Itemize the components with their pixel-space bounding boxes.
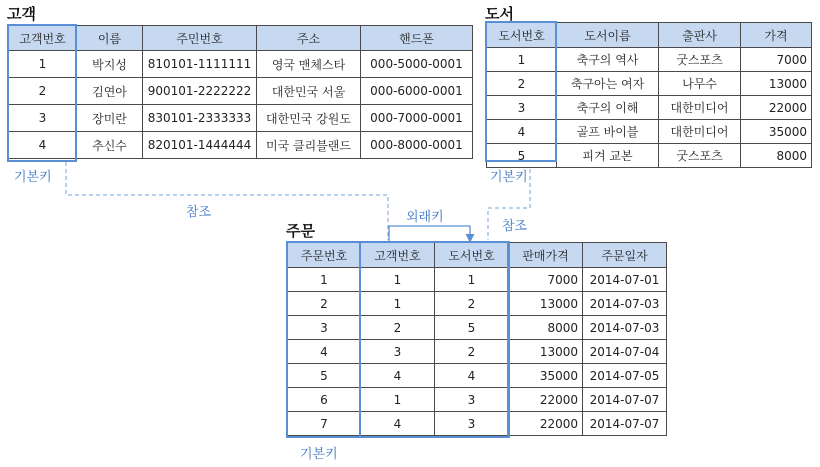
- table-cell: 추신수: [77, 132, 143, 159]
- table-cell: 굿스포츠: [659, 144, 741, 168]
- order-header-id: 주문번호: [288, 243, 361, 268]
- table-cell: 000-6000-0001: [361, 78, 473, 105]
- table-cell: 2: [487, 72, 557, 96]
- table-row: [288, 388, 667, 412]
- table-cell: 2014-07-03: [583, 292, 667, 316]
- foreign-key-arrow: [389, 226, 470, 242]
- table-cell: 2: [288, 292, 361, 316]
- table-cell: 1: [487, 48, 557, 72]
- table-cell: 3: [435, 388, 509, 412]
- table-cell: 굿스포츠: [659, 48, 741, 72]
- table-cell: 900101-2222222: [143, 78, 257, 105]
- table-cell: 대한민국 강원도: [257, 105, 361, 132]
- table-cell: 대한민국 서울: [257, 78, 361, 105]
- table-cell: 13000: [509, 340, 583, 364]
- table-cell: 장미란: [77, 105, 143, 132]
- table-cell: 4: [435, 364, 509, 388]
- customer-table: [8, 25, 473, 159]
- table-cell: 축구의 이해: [557, 96, 659, 120]
- table-cell: 2014-07-07: [583, 388, 667, 412]
- table-row: [9, 132, 473, 159]
- order-header-price: 판매가격: [509, 243, 583, 268]
- ref-customer-label: 참조: [186, 205, 212, 220]
- table-cell: 8000: [741, 144, 812, 168]
- table-cell: 2014-07-03: [583, 316, 667, 340]
- table-cell: 35000: [741, 120, 812, 144]
- table-cell: 35000: [509, 364, 583, 388]
- table-cell: 골프 바이블: [557, 120, 659, 144]
- order-pk-label: 기본키: [300, 447, 338, 462]
- table-cell: 4: [361, 364, 435, 388]
- table-row: [9, 105, 473, 132]
- book-header-price: 가격: [741, 23, 812, 48]
- order-header-date: 주문일자: [583, 243, 667, 268]
- table-cell: 4: [487, 120, 557, 144]
- customer-header-name: 이름: [77, 26, 143, 51]
- table-cell: 2014-07-04: [583, 340, 667, 364]
- book-pk-label: 기본키: [490, 170, 528, 185]
- table-cell: 3: [288, 316, 361, 340]
- table-cell: 1: [361, 268, 435, 292]
- table-cell: 2: [435, 340, 509, 364]
- table-cell: 000-7000-0001: [361, 105, 473, 132]
- table-cell: 000-8000-0001: [361, 132, 473, 159]
- table-cell: 810101-1111111: [143, 51, 257, 78]
- book-header-id: 도서번호: [487, 23, 557, 48]
- table-row: [288, 364, 667, 388]
- customer-header-id: 고객번호: [9, 26, 77, 51]
- book-header-name: 도서이름: [557, 23, 659, 48]
- order-table: [287, 242, 667, 436]
- foreign-key-label: 외래키: [406, 210, 444, 225]
- table-cell: 820101-1444444: [143, 132, 257, 159]
- table-cell: 2: [9, 78, 77, 105]
- order-header-customer-id: 고객번호: [361, 243, 435, 268]
- table-cell: 3: [361, 340, 435, 364]
- table-row: [487, 72, 812, 96]
- table-cell: 나무수: [659, 72, 741, 96]
- table-cell: 미국 클리블랜드: [257, 132, 361, 159]
- table-row: [288, 292, 667, 316]
- book-table: [486, 22, 812, 168]
- table-cell: 1: [288, 268, 361, 292]
- table-cell: 22000: [509, 412, 583, 436]
- table-cell: 1: [435, 268, 509, 292]
- table-cell: 5: [487, 144, 557, 168]
- table-cell: 대한미디어: [659, 120, 741, 144]
- order-header-book-id: 도서번호: [435, 243, 509, 268]
- table-cell: 1: [9, 51, 77, 78]
- table-row: [487, 96, 812, 120]
- table-cell: 22000: [741, 96, 812, 120]
- table-cell: 8000: [509, 316, 583, 340]
- customer-table-title: 고객: [7, 5, 36, 23]
- customer-pk-label: 기본키: [14, 170, 52, 185]
- table-cell: 4: [361, 412, 435, 436]
- table-cell: 13000: [741, 72, 812, 96]
- table-cell: 4: [288, 340, 361, 364]
- table-cell: 2014-07-07: [583, 412, 667, 436]
- table-cell: 3: [9, 105, 77, 132]
- book-table-title: 도서: [485, 5, 514, 23]
- table-cell: 대한미디어: [659, 96, 741, 120]
- table-row: [288, 268, 667, 292]
- table-cell: 박지성: [77, 51, 143, 78]
- table-cell: 6: [288, 388, 361, 412]
- table-cell: 4: [9, 132, 77, 159]
- table-cell: 5: [435, 316, 509, 340]
- table-cell: 2: [361, 316, 435, 340]
- table-cell: 2014-07-05: [583, 364, 667, 388]
- table-cell: 2: [435, 292, 509, 316]
- table-row: [487, 48, 812, 72]
- table-cell: 3: [487, 96, 557, 120]
- table-cell: 22000: [509, 388, 583, 412]
- table-cell: 3: [435, 412, 509, 436]
- table-cell: 7: [288, 412, 361, 436]
- table-cell: 축구의 역사: [557, 48, 659, 72]
- table-row: [487, 120, 812, 144]
- order-table-title: 주문: [286, 222, 315, 240]
- table-row: [288, 340, 667, 364]
- book-header-publisher: 출판사: [659, 23, 741, 48]
- table-row: [9, 78, 473, 105]
- table-cell: 김연아: [77, 78, 143, 105]
- table-cell: 1: [361, 292, 435, 316]
- table-cell: 2014-07-01: [583, 268, 667, 292]
- customer-header-address: 주소: [257, 26, 361, 51]
- table-cell: 축구아는 여자: [557, 72, 659, 96]
- table-cell: 피겨 교본: [557, 144, 659, 168]
- table-cell: 000-5000-0001: [361, 51, 473, 78]
- ref-customer-line: [66, 162, 388, 240]
- customer-header-phone: 핸드폰: [361, 26, 473, 51]
- table-row: [487, 144, 812, 168]
- table-cell: 1: [361, 388, 435, 412]
- customer-header-ssn: 주민번호: [143, 26, 257, 51]
- table-row: [9, 51, 473, 78]
- table-cell: 7000: [509, 268, 583, 292]
- table-row: [288, 316, 667, 340]
- table-cell: 830101-2333333: [143, 105, 257, 132]
- ref-book-label: 참조: [502, 219, 528, 234]
- table-cell: 5: [288, 364, 361, 388]
- table-cell: 영국 맨체스타: [257, 51, 361, 78]
- table-row: [288, 412, 667, 436]
- table-cell: 7000: [741, 48, 812, 72]
- table-cell: 13000: [509, 292, 583, 316]
